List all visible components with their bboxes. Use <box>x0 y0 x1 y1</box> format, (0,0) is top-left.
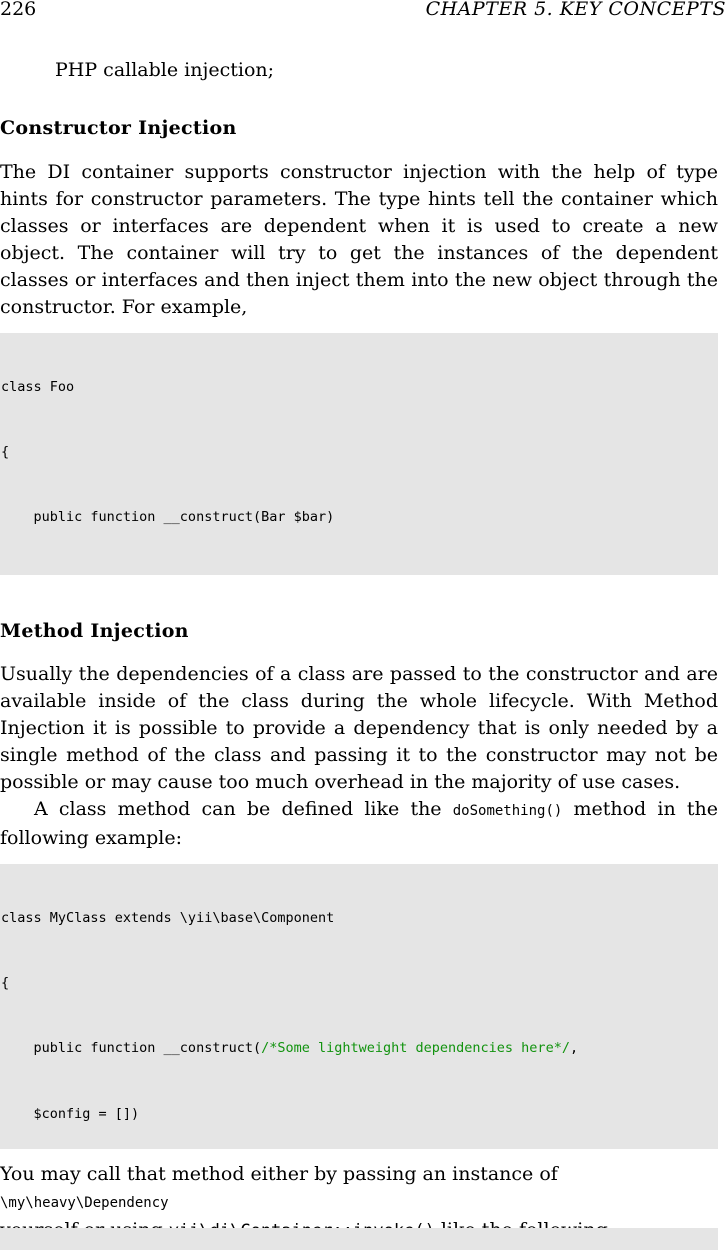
method-paragraph-2 <box>0 796 718 852</box>
paragraph-text: A class method can be defined like the <box>34 798 453 820</box>
page-number: 226 <box>0 0 37 20</box>
code-line: public function __construct(Bar $bar) <box>1 509 335 526</box>
code-line <box>1 573 718 575</box>
code-line: class Foo <box>1 378 75 395</box>
code-block-method <box>0 864 718 1149</box>
page-header <box>0 0 726 22</box>
chapter-title: CHAPTER 5. KEY CONCEPTS <box>425 0 726 20</box>
inline-code: doSomething() <box>452 803 563 819</box>
intro-list-item: PHP callable injection; <box>55 59 275 81</box>
code-line <box>1 1038 718 1060</box>
paragraph-text: method in the following example: <box>0 798 718 849</box>
code-block-constructor <box>0 333 718 575</box>
section-heading-constructor: Constructor Injection <box>0 117 237 139</box>
code-text: , <box>569 1040 579 1057</box>
code-line: class MyClass extends \yii\base\Component <box>1 909 335 926</box>
code-line: $config = []) <box>1 1105 140 1122</box>
method-paragraph-1: Usually the dependencies of a class are passed to the constructor and are available inside of the class during the whole lifecycle. With Method Injection it is possible to provide a dependency that is only needed by a single method of the class and passing it to the constructor may not be possible or may cause too much overhead in the majority of use cases. <box>0 663 718 793</box>
code-line: { <box>1 443 10 460</box>
code-comment: /*Some lightweight dependencies here*/ <box>261 1040 570 1057</box>
inline-code: \my\heavy\Dependency <box>0 1195 169 1211</box>
code-block-invoke <box>0 1228 718 1250</box>
code-line: { <box>1 974 10 991</box>
constructor-paragraph: The DI container supports constructor injection with the help of type hints for constructor parameters. The type hints tell the container which classes or interfaces are dependent when it is used to create a new object. The container will try to get the instances of the dependent classes or interfaces and then inject them into the new object through the constructor. For example, <box>0 161 718 318</box>
code-text: public function __construct( <box>1 1040 262 1057</box>
paragraph-text: You may call that method either by passing an instance of <box>0 1163 558 1185</box>
section-heading-method: Method Injection <box>0 620 189 642</box>
